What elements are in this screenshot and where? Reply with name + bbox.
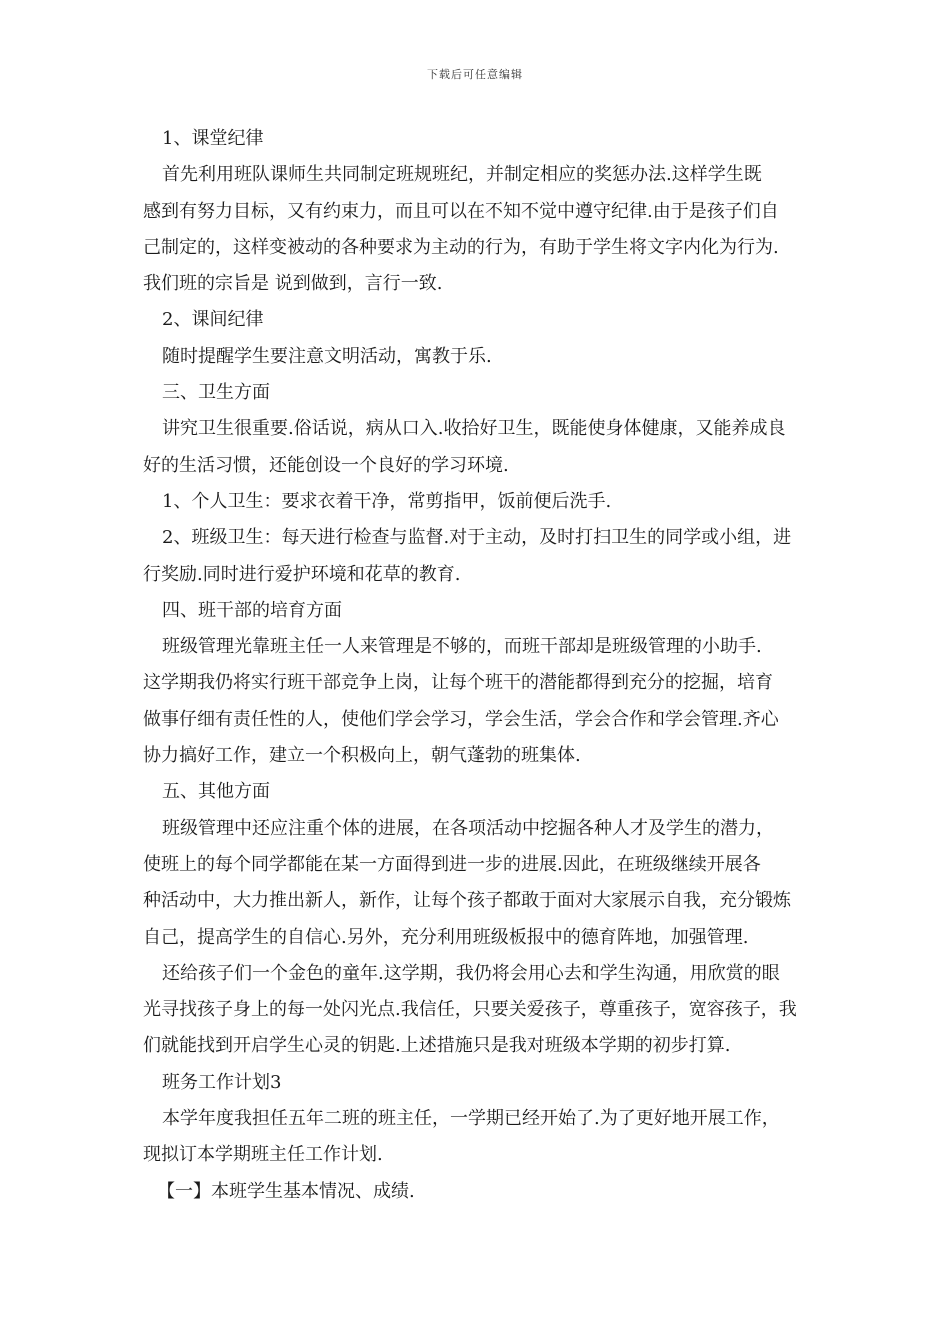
body-line: 我们班的宗旨是 说到做到，言行一致. <box>143 273 443 295</box>
body-line: 感到有努力目标，又有约束力，而且可以在不知不觉中遵守纪律.由于是孩子们自 <box>143 200 779 222</box>
body-line: 2、课间纪律 <box>162 309 264 331</box>
body-line: 班级管理中还应注重个体的进展，在各项活动中挖掘各种人才及学生的潜力， <box>162 817 774 839</box>
page-header: 下载后可任意编辑 <box>427 68 523 81</box>
body-line: 五、其他方面 <box>162 781 270 803</box>
body-line: 行奖励.同时进行爱护环境和花草的教育. <box>143 563 461 585</box>
body-line: 们就能找到开启学生心灵的钥匙.上述措施只是我对班级本学期的初步打算. <box>143 1035 731 1057</box>
body-line: 现拟订本学期班主任工作计划. <box>143 1144 383 1166</box>
body-line: 三、卫生方面 <box>162 382 270 404</box>
document-body <box>143 121 815 1210</box>
body-line: 班级管理光靠班主任一人来管理是不够的，而班干部却是班级管理的小助手. <box>162 636 762 658</box>
body-line: 好的生活习惯，还能创设一个良好的学习环境. <box>143 454 509 476</box>
body-line: 本学年度我担任五年二班的班主任，一学期已经开始了.为了更好地开展工作， <box>162 1108 780 1130</box>
body-line: 【一】本班学生基本情况、成绩. <box>157 1180 415 1202</box>
body-line: 2、班级卫生：每天进行检查与监督.对于主动，及时打扫卫生的同学或小组，进 <box>162 527 792 549</box>
body-line: 班务工作计划3 <box>162 1071 282 1093</box>
body-line: 这学期我仍将实行班干部竞争上岗，让每个班干的潜能都得到充分的挖掘，培育 <box>143 672 773 694</box>
body-line: 种活动中，大力推出新人，新作，让每个孩子都敢于面对大家展示自我，充分锻炼 <box>143 890 791 912</box>
body-line: 讲究卫生很重要.俗话说，病从口入.收拾好卫生，既能使身体健康，又能养成良 <box>162 418 786 440</box>
body-line: 1、个人卫生：要求衣着干净，常剪指甲，饭前便后洗手. <box>162 490 612 512</box>
body-line: 自己，提高学生的自信心.另外，充分利用班级板报中的德育阵地，加强管理. <box>143 926 749 948</box>
body-line: 随时提醒学生要注意文明活动，寓教于乐. <box>162 345 492 367</box>
body-line: 己制定的，这样变被动的各种要求为主动的行为，有助于学生将文字内化为行为. <box>143 236 779 258</box>
body-line: 首先利用班队课师生共同制定班规班纪，并制定相应的奖惩办法.这样学生既 <box>162 164 762 186</box>
body-line: 还给孩子们一个金色的童年.这学期，我仍将会用心去和学生沟通，用欣赏的眼 <box>162 962 780 984</box>
body-line: 做事仔细有责任性的人，使他们学会学习，学会生活，学会合作和学会管理.齐心 <box>143 708 779 730</box>
body-line: 四、班干部的培育方面 <box>162 599 342 621</box>
body-line: 协力搞好工作，建立一个积极向上，朝气蓬勃的班集体. <box>143 745 581 767</box>
body-line: 1、课堂纪律 <box>162 128 264 149</box>
body-line: 使班上的每个同学都能在某一方面得到进一步的进展.因此，在班级继续开展各 <box>143 853 761 875</box>
body-line: 光寻找孩子身上的每一处闪光点.我信任，只要关爱孩子，尊重孩子，宽容孩子，我 <box>143 999 797 1021</box>
